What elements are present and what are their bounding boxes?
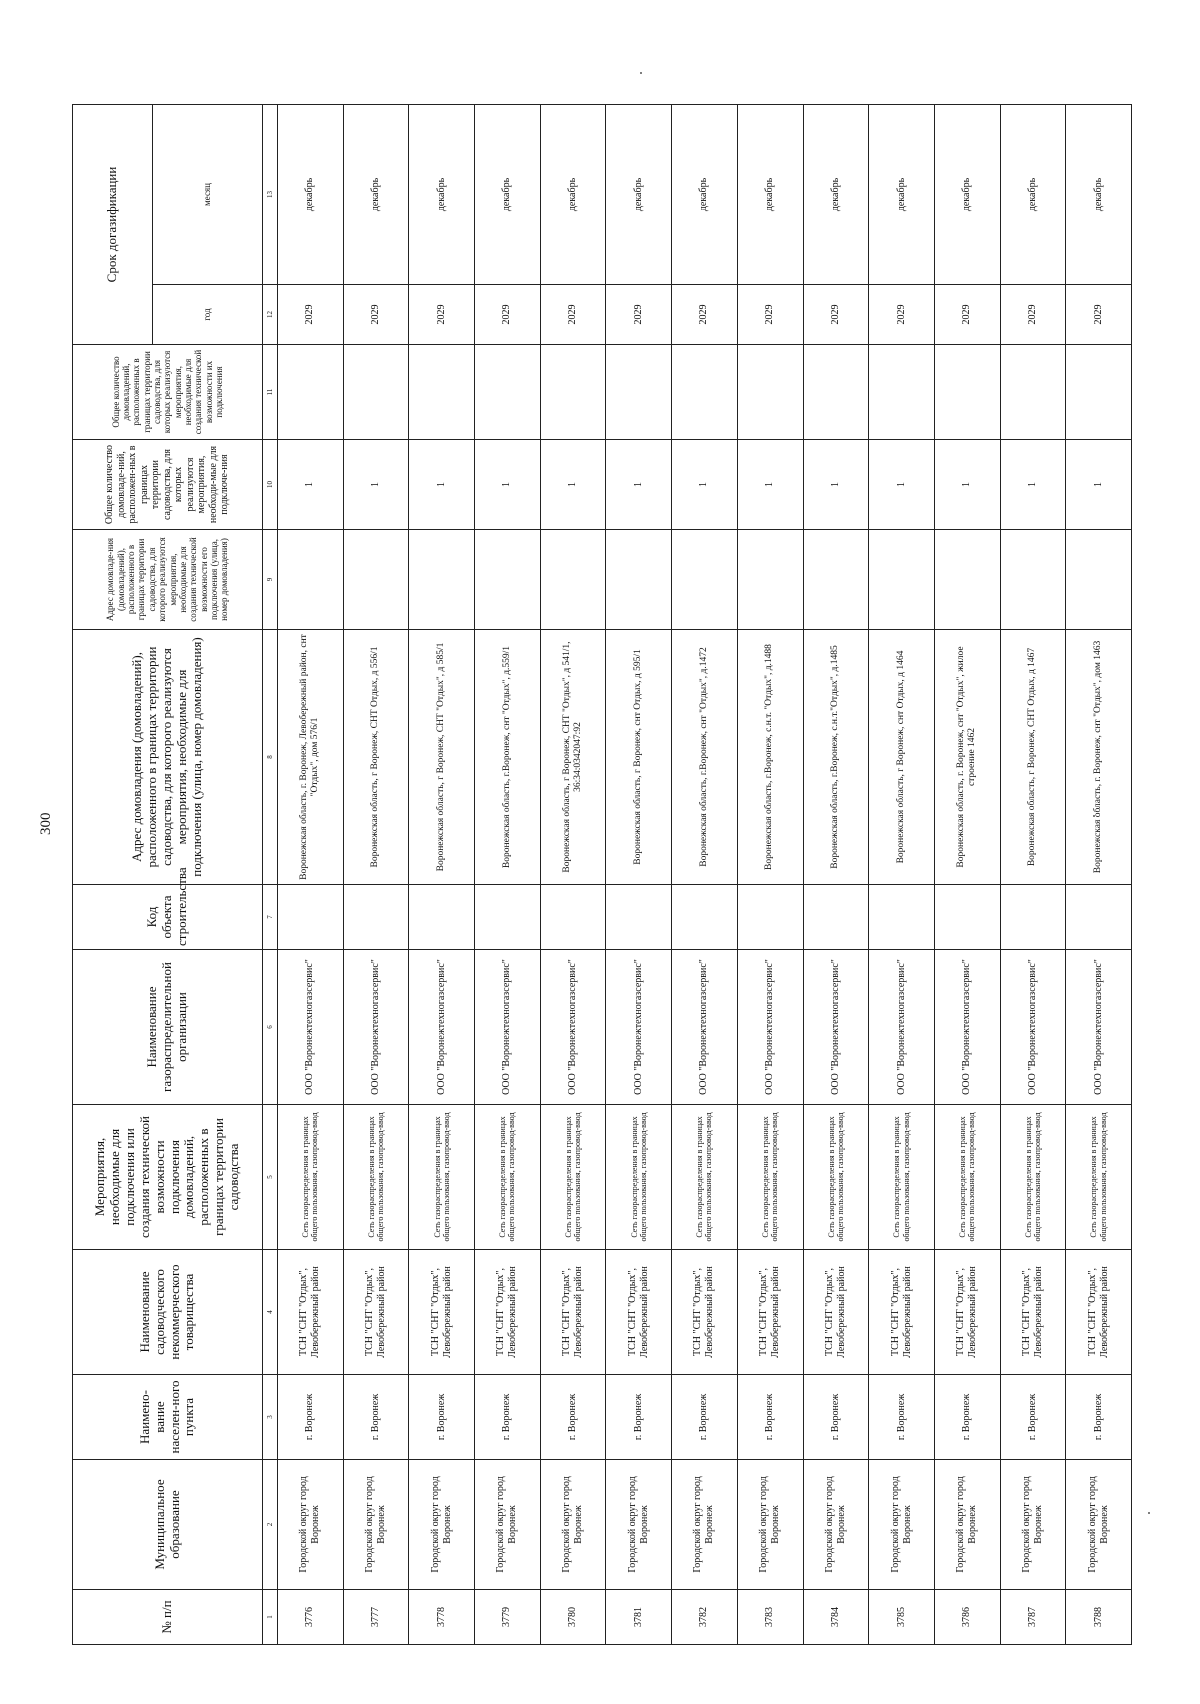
cell-address: Воронежская область, г Воронеж, снт Отдых, д 595/1 — [606, 630, 672, 885]
cell-count: 1 — [737, 440, 803, 530]
table-row — [409, 105, 475, 1645]
cell-address-tech — [737, 530, 803, 630]
header-address-tech: Адрес домовладе-ния (домовладений), расположенного в границах территории садоводства, для которого реализуются мероприятия, необходимые для создания технической возможности его подключения (улица, номер домовладения) — [73, 530, 263, 630]
cell-address-tech — [540, 530, 606, 630]
cell-month: декабрь — [803, 105, 869, 285]
cell-snt: ТСН "СНТ "Отдых", Левобережный район — [278, 1250, 344, 1375]
cell-count: 1 — [475, 440, 541, 530]
cell-gas-org: ООО "Воронежтехногазсервис" — [278, 950, 344, 1105]
cell-address: Воронежская область, г.Воронеж, с.н.т. "Отдых", д.1488 — [737, 630, 803, 885]
cell-settlement: г. Воронеж — [672, 1375, 738, 1460]
cell-measures: Сеть газораспределения в границах общего пользования, газопровод-ввод — [540, 1105, 606, 1250]
cell-count: 1 — [343, 440, 409, 530]
cell-snt: ТСН "СНТ "Отдых", Левобережный район — [409, 1250, 475, 1375]
table-row — [475, 105, 541, 1645]
scan-speck — [640, 72, 642, 74]
cell-settlement: г. Воронеж — [540, 1375, 606, 1460]
cell-address-tech — [672, 530, 738, 630]
column-numbers-row — [263, 105, 278, 1645]
col-number: 10 — [263, 440, 278, 530]
header-num: № п/п — [73, 1590, 263, 1645]
cell-year: 2029 — [1000, 285, 1066, 345]
cell-count-tech — [1066, 345, 1132, 440]
cell-gas-org: ООО "Воронежтехногазсервис" — [475, 950, 541, 1105]
cell-year: 2029 — [1066, 285, 1132, 345]
cell-num: 3778 — [409, 1590, 475, 1645]
cell-municipality: Городской округ город Воронеж — [869, 1460, 935, 1590]
cell-year: 2029 — [343, 285, 409, 345]
cell-object-code — [409, 885, 475, 950]
cell-measures: Сеть газораспределения в границах общего пользования, газопровод-ввод — [278, 1105, 344, 1250]
cell-measures: Сеть газораспределения в границах общего пользования, газопровод-ввод — [672, 1105, 738, 1250]
cell-address: Воронежская область, г. Воронеж, снт "Отдых", дом 1463 — [1066, 630, 1132, 885]
cell-address-tech — [343, 530, 409, 630]
cell-count-tech — [1000, 345, 1066, 440]
cell-object-code — [540, 885, 606, 950]
cell-count: 1 — [934, 440, 1000, 530]
cell-object-code — [672, 885, 738, 950]
cell-measures: Сеть газораспределения в границах общего пользования, газопровод-ввод — [409, 1105, 475, 1250]
cell-year: 2029 — [409, 285, 475, 345]
cell-address: Воронежская область, г.Воронеж, снт "Отдых", д.559/1 — [475, 630, 541, 885]
cell-settlement: г. Воронеж — [606, 1375, 672, 1460]
col-number: 1 — [263, 1590, 278, 1645]
cell-num: 3776 — [278, 1590, 344, 1645]
cell-object-code — [1000, 885, 1066, 950]
cell-count-tech — [803, 345, 869, 440]
cell-year: 2029 — [803, 285, 869, 345]
cell-settlement: г. Воронеж — [737, 1375, 803, 1460]
col-number: 6 — [263, 950, 278, 1105]
col-number: 4 — [263, 1250, 278, 1375]
cell-snt: ТСН "СНТ "Отдых", Левобережный район — [343, 1250, 409, 1375]
cell-month: декабрь — [606, 105, 672, 285]
cell-measures: Сеть газораспределения в границах общего пользования, газопровод-ввод — [803, 1105, 869, 1250]
cell-address-tech — [869, 530, 935, 630]
cell-settlement: г. Воронеж — [869, 1375, 935, 1460]
cell-num: 3784 — [803, 1590, 869, 1645]
cell-month: декабрь — [737, 105, 803, 285]
cell-measures: Сеть газораспределения в границах общего пользования, газопровод-ввод — [1066, 1105, 1132, 1250]
cell-address: Воронежская область, г Воронеж, СНТ Отдых, д 1467 — [1000, 630, 1066, 885]
col-number: 2 — [263, 1460, 278, 1590]
cell-num: 3787 — [1000, 1590, 1066, 1645]
cell-address: Воронежская область, г.Воронеж, с.н.т."Отдых", д.1485 — [803, 630, 869, 885]
scan-speck — [1148, 1512, 1150, 1514]
cell-count-tech — [343, 345, 409, 440]
cell-snt: ТСН "СНТ "Отдых", Левобережный район — [869, 1250, 935, 1375]
cell-object-code — [606, 885, 672, 950]
cell-municipality: Городской округ город Воронеж — [475, 1460, 541, 1590]
cell-address-tech — [606, 530, 672, 630]
header-snt: Наименование садоводческого некоммерческого товарищества — [73, 1250, 263, 1375]
cell-month: декабрь — [409, 105, 475, 285]
cell-address-tech — [278, 530, 344, 630]
cell-gas-org: ООО "Воронежтехногазсервис" — [803, 950, 869, 1105]
cell-count: 1 — [540, 440, 606, 530]
cell-num: 3781 — [606, 1590, 672, 1645]
cell-object-code — [737, 885, 803, 950]
cell-address-tech — [475, 530, 541, 630]
cell-gas-org: ООО "Воронежтехногазсервис" — [672, 950, 738, 1105]
table-row — [737, 105, 803, 1645]
cell-object-code — [869, 885, 935, 950]
cell-year: 2029 — [540, 285, 606, 345]
table-row — [1000, 105, 1066, 1645]
cell-address: Воронежская область, г Воронеж, СНТ Отдых, д 556/1 — [343, 630, 409, 885]
cell-object-code — [343, 885, 409, 950]
cell-count: 1 — [606, 440, 672, 530]
cell-measures: Сеть газораспределения в границах общего пользования, газопровод-ввод — [934, 1105, 1000, 1250]
cell-address-tech — [803, 530, 869, 630]
cell-gas-org: ООО "Воронежтехногазсервис" — [869, 950, 935, 1105]
cell-month: декабрь — [278, 105, 344, 285]
cell-count-tech — [934, 345, 1000, 440]
cell-year: 2029 — [475, 285, 541, 345]
cell-measures: Сеть газораспределения в границах общего пользования, газопровод-ввод — [737, 1105, 803, 1250]
col-number: 3 — [263, 1375, 278, 1460]
cell-municipality: Городской округ город Воронеж — [1066, 1460, 1132, 1590]
cell-month: декабрь — [343, 105, 409, 285]
cell-gas-org: ООО "Воронежтехногазсервис" — [343, 950, 409, 1105]
table-row — [606, 105, 672, 1645]
cell-address: Воронежская область, г Воронеж, СНТ "Отдых", д 585/1 — [409, 630, 475, 885]
cell-object-code — [803, 885, 869, 950]
cell-municipality: Городской округ город Воронеж — [343, 1460, 409, 1590]
table-row — [803, 105, 869, 1645]
cell-snt: ТСН "СНТ "Отдых", Левобережный район — [737, 1250, 803, 1375]
cell-address-tech — [409, 530, 475, 630]
header-address: Адрес домовладения (домовладений), расположенного в границах территории садоводства, для которого реализуются мероприятия, необходимые для подключения (улица, номер домовладения) — [73, 630, 263, 885]
cell-count-tech — [540, 345, 606, 440]
cell-gas-org: ООО "Воронежтехногазсервис" — [540, 950, 606, 1105]
cell-object-code — [278, 885, 344, 950]
header-municipality: Муниципальное образование — [73, 1460, 263, 1590]
cell-num: 3780 — [540, 1590, 606, 1645]
cell-settlement: г. Воронеж — [343, 1375, 409, 1460]
cell-snt: ТСН "СНТ "Отдых", Левобережный район — [934, 1250, 1000, 1375]
col-number: 8 — [263, 630, 278, 885]
cell-address-tech — [1000, 530, 1066, 630]
header-count-tech: Общее количество домовладений, расположенных в границах территории садоводства, для которых реализуются мероприятия, необходимые для создания технической возможности их подключения — [73, 345, 263, 440]
cell-count: 1 — [409, 440, 475, 530]
cell-year: 2029 — [672, 285, 738, 345]
cell-num: 3786 — [934, 1590, 1000, 1645]
rotated-table-wrapper — [72, 105, 1132, 1645]
cell-measures: Сеть газораспределения в границах общего пользования, газопровод-ввод — [1000, 1105, 1066, 1250]
cell-municipality: Городской округ город Воронеж — [1000, 1460, 1066, 1590]
cell-year: 2029 — [606, 285, 672, 345]
cell-count-tech — [672, 345, 738, 440]
cell-count: 1 — [278, 440, 344, 530]
cell-num: 3782 — [672, 1590, 738, 1645]
cell-gas-org: ООО "Воронежтехногазсервис" — [1000, 950, 1066, 1105]
cell-month: декабрь — [1000, 105, 1066, 285]
col-number: 13 — [263, 105, 278, 285]
table-row — [672, 105, 738, 1645]
cell-gas-org: ООО "Воронежтехногазсервис" — [409, 950, 475, 1105]
cell-count-tech — [409, 345, 475, 440]
cell-municipality: Городской округ город Воронеж — [409, 1460, 475, 1590]
cell-address: Воронежская область, г Воронеж, снт Отдых, д 1464 — [869, 630, 935, 885]
col-number: 12 — [263, 285, 278, 345]
cell-count: 1 — [672, 440, 738, 530]
cell-month: декабрь — [869, 105, 935, 285]
header-month: месяц — [153, 105, 263, 285]
cell-count-tech — [869, 345, 935, 440]
table-row — [934, 105, 1000, 1645]
cell-year: 2029 — [737, 285, 803, 345]
cell-settlement: г. Воронеж — [409, 1375, 475, 1460]
cell-num: 3788 — [1066, 1590, 1132, 1645]
cell-snt: ТСН "СНТ "Отдых", Левобережный район — [1000, 1250, 1066, 1375]
cell-snt: ТСН "СНТ "Отдых", Левобережный район — [540, 1250, 606, 1375]
cell-municipality: Городской округ город Воронеж — [934, 1460, 1000, 1590]
cell-settlement: г. Воронеж — [1000, 1375, 1066, 1460]
header-object-code: Код объекта строительства — [73, 885, 263, 950]
cell-gas-org: ООО "Воронежтехногазсервис" — [737, 950, 803, 1105]
col-number: 5 — [263, 1105, 278, 1250]
cell-address: Воронежская область, г.Воронеж, снт "Отдых", д.1472 — [672, 630, 738, 885]
cell-address-tech — [1066, 530, 1132, 630]
cell-settlement: г. Воронеж — [803, 1375, 869, 1460]
cell-count: 1 — [869, 440, 935, 530]
cell-snt: ТСН "СНТ "Отдых", Левобережный район — [606, 1250, 672, 1375]
cell-municipality: Городской округ город Воронеж — [278, 1460, 344, 1590]
cell-month: декабрь — [1066, 105, 1132, 285]
cell-address: Воронежская область, г Воронеж, СНТ "Отдых", д 541/1, 36:34:0342047:92 — [540, 630, 606, 885]
cell-municipality: Городской округ город Воронеж — [737, 1460, 803, 1590]
cell-year: 2029 — [278, 285, 344, 345]
table-row — [1066, 105, 1132, 1645]
cell-gas-org: ООО "Воронежтехногазсервис" — [1066, 950, 1132, 1105]
cell-num: 3785 — [869, 1590, 935, 1645]
cell-snt: ТСН "СНТ "Отдых", Левобережный район — [672, 1250, 738, 1375]
cell-snt: ТСН "СНТ "Отдых", Левобережный район — [475, 1250, 541, 1375]
cell-num: 3779 — [475, 1590, 541, 1645]
cell-settlement: г. Воронеж — [475, 1375, 541, 1460]
header-settlement: Наимено-вание населен-ного пункта — [73, 1375, 263, 1460]
cell-count: 1 — [1000, 440, 1066, 530]
cell-object-code — [1066, 885, 1132, 950]
cell-snt: ТСН "СНТ "Отдых", Левобережный район — [803, 1250, 869, 1375]
cell-address: Воронежская область, г. Воронеж, снт "Отдых", жилое строение 1462 — [934, 630, 1000, 885]
cell-count: 1 — [1066, 440, 1132, 530]
table-row — [869, 105, 935, 1645]
cell-num: 3777 — [343, 1590, 409, 1645]
cell-measures: Сеть газораспределения в границах общего пользования, газопровод-ввод — [475, 1105, 541, 1250]
cell-month: декабрь — [672, 105, 738, 285]
cell-settlement: г. Воронеж — [278, 1375, 344, 1460]
header-row-1 — [73, 105, 153, 1645]
cell-address: Воронежская область, г. Воронеж, Левобережный район, снт "Отдых", дом 576/1 — [278, 630, 344, 885]
cell-month: декабрь — [475, 105, 541, 285]
page-number: 300 — [38, 812, 54, 835]
cell-settlement: г. Воронеж — [1066, 1375, 1132, 1460]
cell-address-tech — [934, 530, 1000, 630]
cell-num: 3783 — [737, 1590, 803, 1645]
cell-measures: Сеть газораспределения в границах общего пользования, газопровод-ввод — [343, 1105, 409, 1250]
col-number: 9 — [263, 530, 278, 630]
cell-year: 2029 — [934, 285, 1000, 345]
header-year: год — [153, 285, 263, 345]
header-deadline: Срок догазификации — [73, 105, 153, 345]
gasification-table — [72, 104, 1132, 1645]
cell-count-tech — [606, 345, 672, 440]
cell-gas-org: ООО "Воронежтехногазсервис" — [934, 950, 1000, 1105]
cell-municipality: Городской округ город Воронеж — [540, 1460, 606, 1590]
table-row — [343, 105, 409, 1645]
cell-object-code — [934, 885, 1000, 950]
header-measures: Мероприятия, необходимые для подключения или создания технической возможности подключения домовладений, расположенных в границах территории садоводства — [73, 1105, 263, 1250]
col-number: 7 — [263, 885, 278, 950]
cell-object-code — [475, 885, 541, 950]
cell-gas-org: ООО "Воронежтехногазсервис" — [606, 950, 672, 1105]
cell-count-tech — [475, 345, 541, 440]
cell-municipality: Городской округ город Воронеж — [803, 1460, 869, 1590]
header-count: Общее количество домовладе-ний, расположен-ных в границах территории садоводства, для которых реализуются мероприятия, необходи-мые для подключе-ния — [73, 440, 263, 530]
cell-municipality: Городской округ город Воронеж — [606, 1460, 672, 1590]
col-number: 11 — [263, 345, 278, 440]
cell-municipality: Городской округ город Воронеж — [672, 1460, 738, 1590]
cell-snt: ТСН "СНТ "Отдых", Левобережный район — [1066, 1250, 1132, 1375]
table-row — [278, 105, 344, 1645]
cell-measures: Сеть газораспределения в границах общего пользования, газопровод-ввод — [869, 1105, 935, 1250]
cell-year: 2029 — [869, 285, 935, 345]
cell-month: декабрь — [540, 105, 606, 285]
header-gas-org: Наименование газораспределительной организации — [73, 950, 263, 1105]
cell-count-tech — [737, 345, 803, 440]
cell-settlement: г. Воронеж — [934, 1375, 1000, 1460]
cell-count-tech — [278, 345, 344, 440]
cell-count: 1 — [803, 440, 869, 530]
table-row — [540, 105, 606, 1645]
cell-month: декабрь — [934, 105, 1000, 285]
cell-measures: Сеть газораспределения в границах общего пользования, газопровод-ввод — [606, 1105, 672, 1250]
